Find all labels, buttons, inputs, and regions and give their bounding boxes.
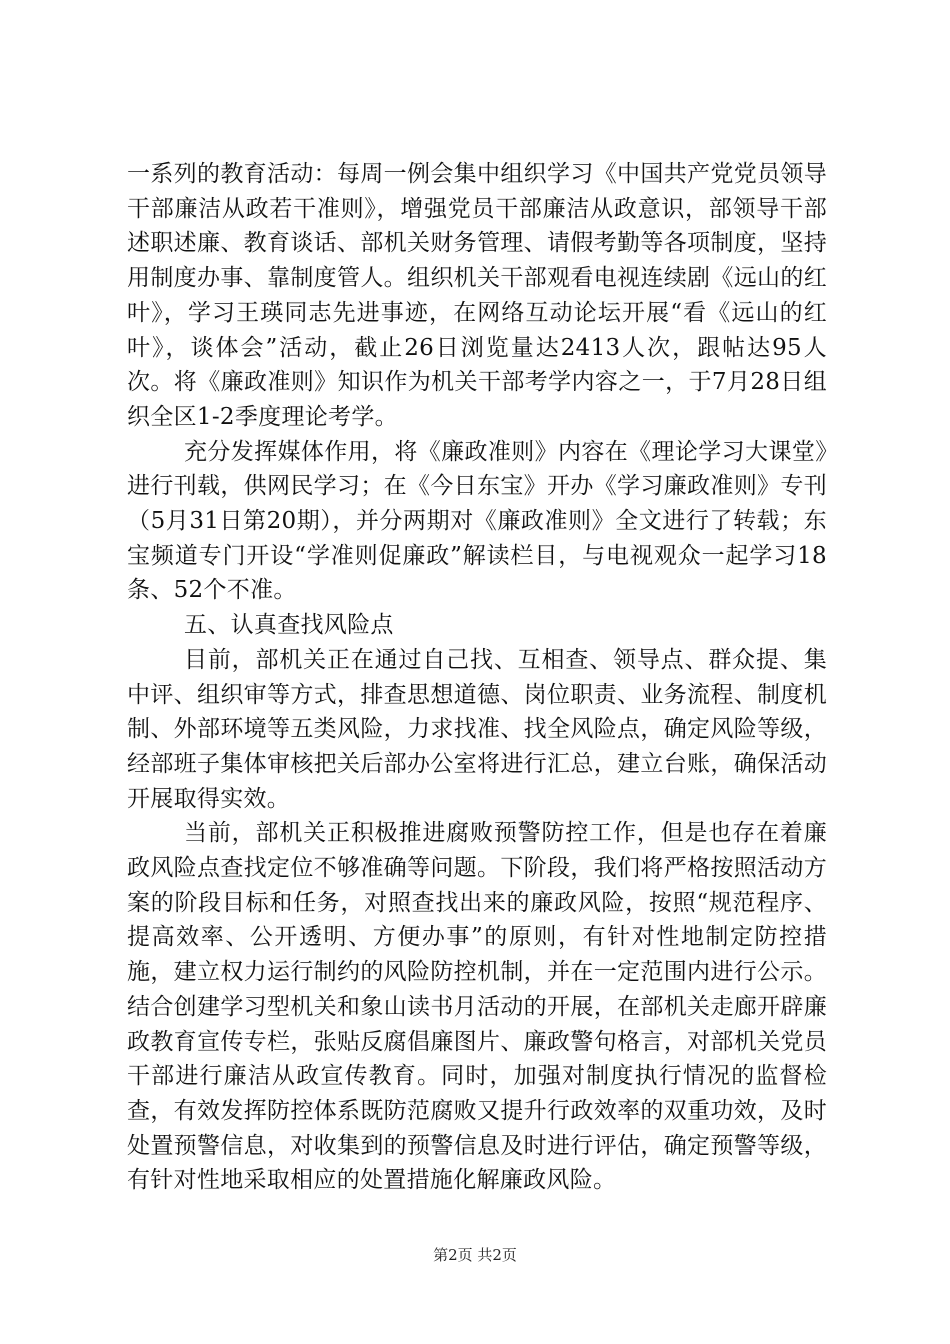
paragraph-risk-search: 目前，部机关正在通过自己找、互相查、领导点、群众提、集中评、组织审等方式，排查思想道德、岗位职责、业务流程、制度机制、外部环境等五类风险，力求找准、找全风险点，确定风险等级，经部班子集体审核把关后部办公室将进行汇总，建立台账，确保活动开展取得实效。 <box>127 646 827 812</box>
paragraph-media-role: 充分发挥媒体作用，将《廉政准则》内容在《理论学习大课堂》进行刊载，供网民学习；在《今日东宝》开办《学习廉政准则》专刊（5月31日第20期），并分两期对《廉政准则》全文进行了转载；东宝频道专门开设“学准则促廉政”解读栏目，与电视观众一起学习18条、52个不准。 <box>127 438 827 604</box>
page-footer <box>0 1245 950 1265</box>
paragraph-education-activities: 一系列的教育活动：每周一例会集中组织学习《中国共产党党员领导干部廉洁从政若干准则》，增强党员干部廉洁从政意识，部领导干部述职述廉、教育谈话、部机关财务管理、请假考勤等各项制度，坚持用制度办事、靠制度管人。组织机关干部观看电视连续剧《远山的红叶》，学习王瑛同志先进事迹，在网络互动论坛开展“看《远山的红叶》，谈体会”活动，截止26日浏览量达2413人次，跟帖达95人次。将《廉政准则》知识作为机关干部考学内容之一，于7月28日组织全区1-2季度理论考学。 <box>127 161 827 430</box>
document-body <box>127 157 827 1198</box>
section-heading-risk-points: 五、认真查找风险点 <box>184 612 394 639</box>
paragraph-next-steps: 当前，部机关正积极推进腐败预警防控工作，但是也存在着廉政风险点查找定位不够准确等问题。下阶段，我们将严格按照活动方案的阶段目标和任务，对照查找出来的廉政风险，按照“规范程序、提高效率、公开透明、方便办事”的原则，有针对性地制定防控措施，建立权力运行制约的风险防控机制，并在一定范围内进行公示。结合创建学习型机关和象山读书月活动的开展，在部机关走廊开辟廉政教育宣传专栏，张贴反腐倡廉图片、廉政警句格言，对部机关党员干部进行廉洁从政宣传教育。同时，加强对制度执行情况的监督检查，有效发挥防控体系既防范腐败又提升行政效率的双重功效，及时处置预警信息，对收集到的预警信息及时进行评估，确定预警等级，有针对性地采取相应的处置措施化解廉政风险。 <box>127 820 827 1194</box>
page-number-indicator: 第2页 共2页 <box>433 1246 517 1264</box>
